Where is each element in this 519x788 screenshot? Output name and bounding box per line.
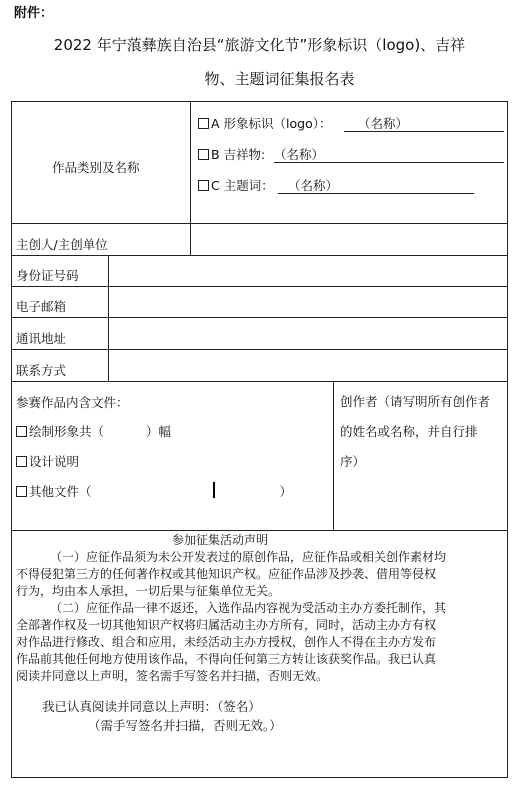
creator-note-line-1: 创作者（请写明所有创作者 bbox=[340, 394, 491, 409]
declaration-line: 对作品进行修改、组合和应用，未经活动主办方授权，创作人不得在主办方发布 bbox=[16, 635, 437, 649]
field-email-label: 电子邮箱 bbox=[16, 299, 67, 314]
file-item-design-notes bbox=[16, 454, 79, 470]
signature-statement: 我已认真阅读并同意以上声明：（签名） bbox=[42, 699, 261, 714]
theme-word-checkbox[interactable] bbox=[198, 180, 209, 191]
field-address-label: 通讯地址 bbox=[16, 331, 67, 346]
form-title-line-1: 2022 年宁蒗彝族自治县“旅游文化节”形象标识（logo)、吉祥 bbox=[53, 36, 466, 54]
row-divider bbox=[12, 530, 507, 531]
declaration-line: 不得侵犯第三方的任何著作权或其他知识产权。应征作品涉及抄袭、借用等侵权 bbox=[16, 567, 437, 581]
design-notes-checkbox[interactable] bbox=[16, 456, 27, 467]
declaration-line: 全部著作权及一切其他知识产权将归属活动主办方所有，同时，活动主办方有权 bbox=[16, 618, 437, 632]
form-title-line-2: 物、主题词征集报名表 bbox=[204, 70, 355, 88]
declaration-title: 参加征集活动声明 bbox=[172, 533, 269, 547]
creator-note-line-2: 的姓名或名称，并自行排 bbox=[340, 424, 478, 439]
other-files-suffix: ） bbox=[279, 484, 293, 499]
theme-word-name-placeholder: （名称） bbox=[288, 178, 339, 193]
option-theme-word bbox=[198, 178, 274, 194]
drawings-checkbox[interactable] bbox=[16, 426, 27, 437]
work-category-label: 作品类别及名称 bbox=[52, 160, 140, 175]
option-logo bbox=[198, 116, 331, 132]
row-divider bbox=[12, 255, 507, 256]
attachment-label: 附件： bbox=[14, 6, 54, 21]
row-divider bbox=[12, 381, 507, 382]
logo-checkbox[interactable] bbox=[198, 118, 209, 129]
files-heading: 参赛作品内含文件： bbox=[16, 395, 129, 410]
column-divider bbox=[190, 102, 191, 255]
option-theme-word-label: C 主题词： bbox=[211, 178, 274, 193]
option-mascot bbox=[198, 147, 265, 163]
file-item-other bbox=[16, 484, 292, 500]
declaration-line: （一）应征作品须为未公开发表过的原创作品，应征作品或相关创作素材均 bbox=[50, 550, 447, 564]
drawings-suffix: ）幅 bbox=[146, 424, 172, 439]
other-files-prefix: 其他文件（ bbox=[29, 484, 92, 499]
declaration-line: 行为，均由本人承担，一切后果与征集单位无关。 bbox=[16, 584, 281, 598]
row-divider bbox=[12, 223, 507, 224]
creator-note-line-3: 序） bbox=[340, 454, 366, 469]
row-divider bbox=[12, 349, 507, 350]
field-id-number-label: 身份证号码 bbox=[16, 268, 79, 283]
text-cursor bbox=[213, 482, 215, 498]
logo-name-placeholder: （名称） bbox=[358, 116, 409, 131]
mascot-name-placeholder: （名称） bbox=[274, 147, 325, 162]
field-phone-label: 联系方式 bbox=[16, 363, 67, 378]
design-notes-label: 设计说明 bbox=[29, 454, 80, 469]
declaration-line: 作品前其他任何地方使用该作品，不得向任何第三方转让该获奖作品。我已认真 bbox=[16, 652, 437, 666]
column-divider bbox=[108, 255, 109, 381]
other-files-checkbox[interactable] bbox=[16, 486, 27, 497]
drawings-prefix: 绘制形象共（ bbox=[29, 424, 105, 439]
registration-form-table bbox=[11, 101, 508, 778]
column-divider bbox=[333, 381, 334, 530]
signature-note: （需手写签名并扫描，否则无效。） bbox=[88, 718, 282, 733]
mascot-checkbox[interactable] bbox=[198, 149, 209, 160]
field-creator-label: 主创人/主创单位 bbox=[16, 237, 108, 252]
option-mascot-label: B 吉祥物: bbox=[211, 147, 266, 162]
row-divider bbox=[12, 317, 507, 318]
declaration-line: 阅读并同意以上声明，签名需手写签名并扫描，否则无效。 bbox=[16, 669, 329, 683]
row-divider bbox=[12, 286, 507, 287]
declaration-line: （二）应征作品一律不返还，入选作品内容视为受活动主办方委托制作，其 bbox=[50, 601, 447, 615]
file-item-drawings bbox=[16, 424, 171, 440]
option-logo-label: A 形象标识（logo）： bbox=[211, 116, 332, 131]
